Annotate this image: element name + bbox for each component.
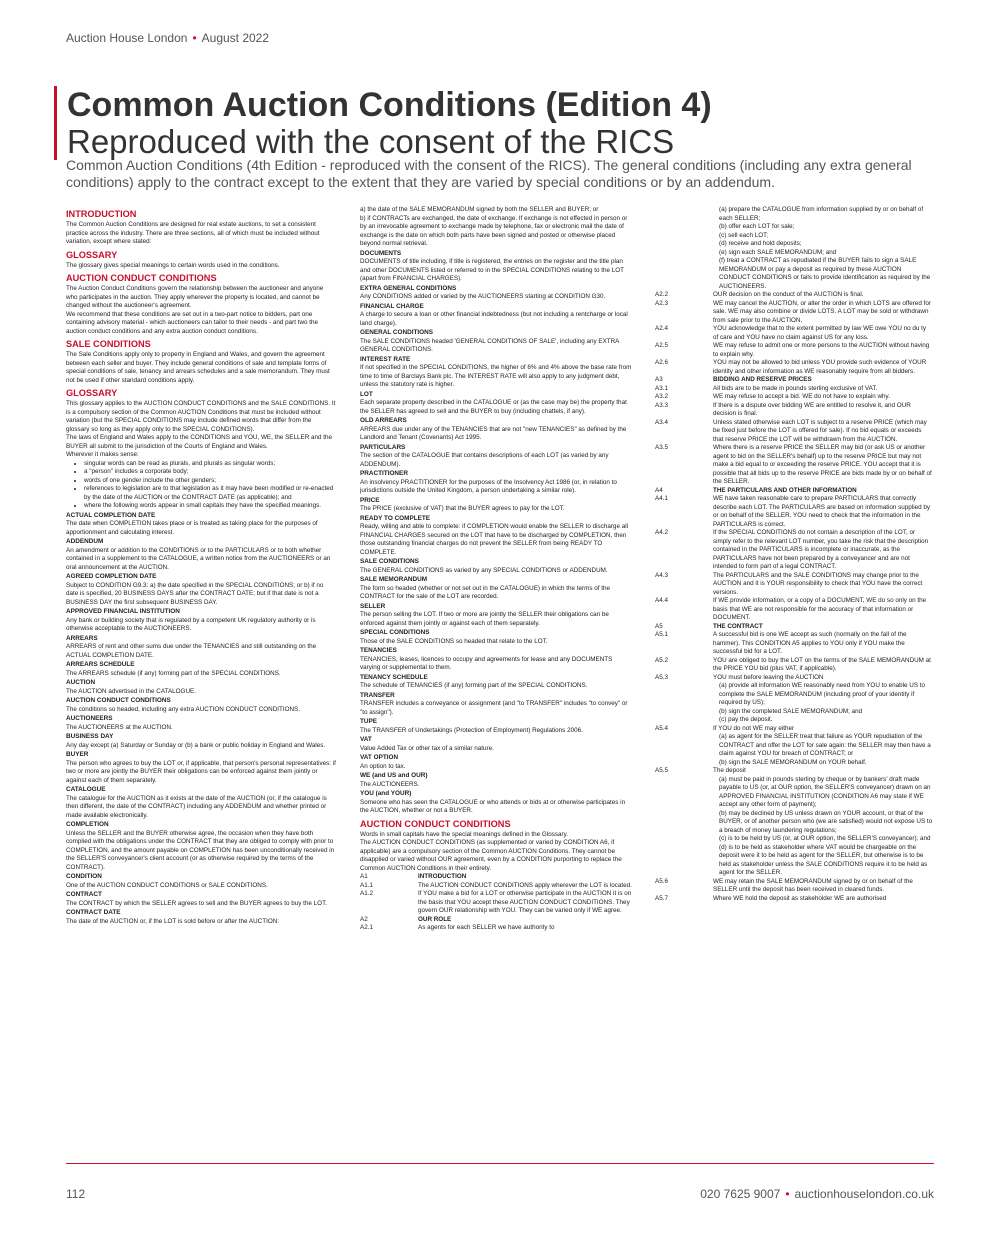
definition-text: DOCUMENTS of title including, if title is registered, the entries on the register and the title plan and other DOCUMENTS listed or referred to in the SPECIAL CONDITIONS relating to the LOT (apart from FINANCIAL CHARGES). [360,258,624,282]
clause-text: (a) provide all information WE reasonably need from YOU to enable US to complete the SALE MEMORANDUM (including proof of your identity if required by US); [719,682,926,706]
clause-number [655,759,713,768]
page-number: 112 [66,1187,86,1201]
definition-term: OLD ARREARS [360,417,407,424]
definition-term: COMPLETION [66,821,109,828]
website-link[interactable]: auctionhouselondon.co.uk [794,1187,934,1201]
list-item: • where the following words appear in small capitals they have the specified meanings. [84,502,336,511]
clause-number [655,206,713,223]
clause-number [655,240,713,249]
clause-row [655,249,933,258]
clause-text: The AUCTION CONDUCT CONDITIONS apply wherever the LOT is located. [418,881,632,889]
definition-text: ARREARS due under any of the TENANCIES that are not "new TENANCIES" as defined by the Landlord and Tenant (Covenants) Act 1995. [360,425,627,441]
definition-text: An insolvency PRACTITIONER for the purposes of the Insolvency Act 1986 (or, in relation to jurisdictions outside the United Kingdom, a person undertaking a similar role). [360,478,617,494]
clause-text: (c) sell each LOT; [719,231,768,239]
clause-text: (b) sign the completed SALE MEMORANDUM; and [719,707,863,715]
clause-number: A5 [655,622,663,630]
definition-term: TENANCIES [360,647,397,654]
clause-text: WE may refuse to accept a bid. WE do not have to explain why. [713,393,890,400]
clause-number: A5.1 [655,631,668,638]
clause-row [655,223,933,232]
clause-row [655,835,933,844]
definition-term: APPROVED FINANCIAL INSTITUTION [66,608,180,615]
clause-number: A2.6 [655,359,668,366]
paragraph: The AUCTION CONDUCT CONDITIONS (as supplemented or varied by CONDITION A6, if applicable) are a compulsory section of the Common AUCTION Conditions. They cannot be disapplied or varied without OUR agreement, even by a CONDITION purporting to replace the Common AUCTION Conditions in their entirety. [360,839,622,872]
clause-row [360,882,634,891]
clause-row [655,291,933,300]
clause-row [655,385,933,394]
clause-number [655,232,713,241]
clause-text: The deposit [713,767,746,774]
clause-row [655,495,933,529]
paragraph: This glossary applies to the AUCTION CONDUCT CONDITIONS and the SALE CONDITIONS. It is a compulsory section of the Common AUCTION Conditions that must be included without variation (but the SPECIAL CONDITIONS may include defined words that differ from the glossary so long as they apply only to the SPECIAL CONDITIONS). [66,400,336,433]
page-title: Common Auction Conditions (Edition 4) [67,86,712,124]
clause-text: All bids are to be made in pounds sterling exclusive of VAT. [713,384,878,392]
clause-text: THE CONTRACT [713,622,763,630]
clause-text: OUR ROLE [418,915,452,923]
list-item: • words of one gender include the other genders; [84,477,336,486]
definition-text: The CONTRACT by which the SELLER agrees to sell and the BUYER agrees to buy the LOT. [66,899,327,907]
clause-row [655,674,933,683]
clause-text: If the SPECIAL CONDITIONS do not contain a description of the LOT, or simply refer to the relevant LOT number, you take the risk that the description contained in the PARTICULARS is incomplete or inaccurate, as the PARTICULARS have not been prepared by a conveyancer and are not intended to form part of a legal CONTRACT. [713,529,929,570]
clause-text: WE may retain the SALE MEMORANDUM signed by or on behalf of the SELLER until the deposit has been received in cleared funds. [713,877,913,893]
definition-text: Ready, willing and able to complete: if COMPLETION would enable the SELLER to discharge all FINANCIAL CHARGES secured on the LOT that have to be discharged by COMPLETION, then those outstanding financial charges do not prevent the SELLER from being READY TO COMPLETE. [360,523,628,556]
section-heading: AUCTION CONDUCT CONDITIONS [66,273,217,283]
clause-number: A5.5 [655,767,668,774]
definition-term: YOU (and YOUR) [360,790,412,797]
clause-number [655,716,713,725]
clause-number: A4.2 [655,529,668,536]
clause-number [655,776,713,810]
definition-term: CONTRACT DATE [66,909,121,916]
definition-text: The date when COMPLETION takes place or is treated as taking place for the purposes of apportionment and calculating interest. [66,520,318,536]
clause-text: A successful bid is one WE accept as such (normally on the fall of the hammer). This CONDITION A5 applies to YOU only if YOU make the successful bid for a LOT. [713,631,907,655]
definition-term: ACTUAL COMPLETION DATE [66,511,156,519]
clause-row [655,325,933,342]
clause-text: (f) treat a CONTRACT as repudiated if the BUYER fails to sign a SALE MEMORANDUM or pay a deposit as required by these AUCTION CONDUCT CONDITIONS or fails to provide identification as required by the AUCTIONEERS. [719,257,931,290]
definition-term: SALE MEMORANDUM [360,576,428,583]
clause-number [655,682,713,708]
definition-text: The section of the CATALOGUE that contains descriptions of each LOT (as varied by any ADDENDUM). [360,452,609,468]
definition-text: The form so headed (whether or not set out in the CATALOGUE) in which the terms of the CONTRACT for the sale of the LOT are recorded. [360,584,611,600]
footer-contact [700,1187,934,1201]
clause-row [655,631,933,657]
definition-text: The SALE CONDITIONS headed 'GENERAL CONDITIONS OF SALE', including any EXTRA GENERAL CONDITIONS. [360,337,620,353]
clause-row [655,529,933,572]
clause-number: A4 [655,486,663,494]
definition-term: CONTRACT [66,891,102,898]
clause-text: The PARTICULARS and the SALE CONDITIONS may change prior to the AUCTION and it is YOUR responsibility to check that YOU have the correct versions. [713,571,923,596]
clause-row [655,487,933,496]
publisher-name: Auction House London [66,31,188,45]
clause-number: A5.7 [655,894,668,902]
clause-row [655,759,933,768]
clause-text: Unless stated otherwise each LOT is subject to a reserve PRICE (which may be fixed just before the LOT is offered for sale). If no bid equals or exceeds that reserve PRICE the LOT will be withdrawn from the AUCTION. [713,418,927,443]
definition-term: AUCTION [66,679,96,686]
definitions-list [66,512,336,927]
definition-text: The GENERAL CONDITIONS as varied by any SPECIAL CONDITIONS or ADDENDUM. [360,566,608,574]
definition-text: If not specified in the SPECIAL CONDITIONS, the higher of 6% and 4% above the base rate from time to time of Barclays Bank plc. The INTEREST RATE will also apply to any judgment debt, unless the statutory rate is higher. [360,364,632,388]
definition-term: TRANSFER [360,691,395,699]
paragraph: Words in small capitals have the special meanings defined in the Glossary. [360,830,569,838]
page-subtitle: Reproduced with the consent of the RICS [67,123,675,160]
definition-text: Any CONDITIONS added or varied by the AUCTIONEERS starting at CONDITION G30. [360,293,606,300]
definition-text: Each separate property described in the CATALOGUE or (as the case may be) the property that the SELLER has agreed to sell and the BUYER to buy (including chattels, if any). [360,399,627,415]
phone-number: 020 7625 9007 [700,1187,781,1201]
clause-list [655,206,933,903]
definition-term: AUCTIONEERS [66,715,113,722]
column-2 [360,206,634,1154]
definition-term: GENERAL CONDITIONS [360,329,434,336]
clause-number [655,810,713,836]
clause-number: A2 [360,915,368,923]
definition-text: The person selling the LOT. If two or more are jointly the SELLER their obligations can be enforced against them jointly or against each of them separately. [360,611,609,627]
clause-number: A5.4 [655,724,668,732]
clause-number: A5.3 [655,673,668,681]
clause-row [655,776,933,810]
clause-row [655,376,933,385]
clause-text: YOU may not be allowed to bid unless YOU provide such evidence of YOUR identity and other information as WE reasonably require from all bidders. [713,359,927,375]
definition-term: ARREARS SCHEDULE [66,661,135,668]
clause-text: (d) is to be held as stakeholder where VAT would be chargeable on the deposit were it to be held as agent for the SELLER, but otherwise is to be held as stakeholder unless the SALE CONDITIONS require it to be held as agent for the SELLER. [719,843,928,876]
clause-row [655,767,933,776]
clause-number: A2.4 [655,325,668,332]
clause-row [655,393,933,402]
definition-text: The AUCTIONEERS at the AUCTION. [66,723,173,731]
definition-text: One of the AUCTION CONDUCT CONDITIONS or SALE CONDITIONS. [66,881,268,889]
clause-number: A3.2 [655,393,668,400]
clause-number: A1 [360,873,368,880]
clause-number [655,733,713,759]
column-1 [66,206,336,1154]
section-heading: SALE CONDITIONS [66,339,151,349]
definition-text: Those of the SALE CONDITIONS so headed that relate to the LOT. [360,637,548,645]
clause-row [655,657,933,674]
clause-row [655,402,933,419]
definition-text: A charge to secure a loan or other financial indebtedness (but not including a rentcharge or local land charge). [360,311,628,327]
paragraph: The Sale Conditions apply only to property in England and Wales, and govern the agreement between each seller and buyer. They include general conditions of sale and template forms of special conditions of sale, tenancy and arrears schedules and a sale memorandum. They must not be used if other standard conditions apply. [66,351,330,384]
definition-text: The ARREARS schedule (if any) forming part of the SPECIAL CONDITIONS. [66,669,281,677]
clause-text: (b) sign the SALE MEMORANDUM on YOUR behalf. [719,758,867,766]
clause-row [360,924,634,933]
clause-row [655,206,933,223]
definition-text: The TRANSFER of Undertakings (Protection of Employment) Regulations 2006. [360,726,583,734]
clause-row [655,359,933,376]
clause-text: If YOU do not WE may either [713,724,795,732]
clause-text: Where there is a reserve PRICE the SELLER may bid (or ask US or another agent to bid on the SELLER's behalf) up to the reserve PRICE but may not make a bid equal to or exceeding the reserve PRICE. YOU accept that it is possible that all bids up to the reserve PRICE are bids made by or on behalf of the SELLER. [713,444,932,485]
clause-number: A3.5 [655,444,668,451]
clause-row [655,300,933,326]
clause-row [655,895,933,904]
clause-number: A4.4 [655,597,668,604]
clause-row [655,733,933,759]
clause-text: OUR decision on the conduct of the AUCTION is final. [713,291,864,298]
clause-row [655,444,933,487]
clause-number [655,257,713,291]
clause-text: YOU acknowledge that to the extent permitted by law WE owe YOU no du ty of care and YOU have no claim against US for any loss. [713,325,927,341]
clause-row [655,716,933,725]
definition-term: AGREED COMPLETION DATE [66,573,157,580]
clause-list [360,873,634,933]
definition-term: TUPE [360,718,378,725]
definition-term: READY TO COMPLETE [360,514,431,522]
clause-text: BIDDING AND RESERVE PRICES [713,376,812,383]
definition-text: The conditions so headed, including any extra AUCTION CONDUCT CONDITIONS. [66,705,301,713]
definition-term: ADDENDUM [66,538,104,545]
definition-term: AUCTION CONDUCT CONDITIONS [66,697,171,704]
section-heading: INTRODUCTION [66,209,137,219]
clause-text: If WE provide information, or a copy of a DOCUMENT, WE do so only on the basis that WE are not responsible for the accuracy of that information or DOCUMENT. [713,597,927,621]
definition-text: Value Added Tax or other tax of a similar nature. [360,744,494,752]
clause-row [655,572,933,598]
definition-text: Any bank or building society that is regulated by a competent UK regulatory authority or is otherwise acceptable to the AUCTIONEERS. [66,616,316,632]
definition-text: An option to tax. [360,762,406,770]
definition-term: VAT [360,736,372,743]
paragraph: The Common Auction Conditions are designed for real estate auctions, to set a consistent practice across the industry. There are three sections, all of which must be included without variation, except where stated: [66,221,320,245]
clause-number: A4.3 [655,571,668,579]
definition-term: SPECIAL CONDITIONS [360,629,430,636]
clause-number: A5.2 [655,656,668,664]
separator-dot: • [785,1187,790,1201]
clause-row [655,342,933,359]
clause-number: A2.2 [655,291,668,298]
definition-term: LOT [360,390,373,398]
clause-number [655,844,713,878]
clause-text: (b) offer each LOT for sale; [719,223,795,230]
definitions-list [360,250,634,816]
clause-row [360,890,634,916]
clause-text: WE have taken reasonable care to prepare PARTICULARS that correctly describe each LOT. The PARTICULARS are based on information supplied by or on behalf of the SELLER. YOU need to check that the information in the PARTICULARS is correct. [713,495,931,528]
header-date: August 2022 [201,31,270,45]
clause-text: YOU must before leaving the AUCTION [713,673,824,681]
definition-text: ARREARS of rent and other sums due under the TENANCIES and still outstanding on the ACTUAL COMPLETION DATE. [66,643,317,659]
section-heading: GLOSSARY [66,249,118,260]
clause-number: A3.1 [655,384,668,392]
clause-row [655,878,933,895]
clause-number [655,708,713,717]
definition-text: TRANSFER includes a conveyance or assignment (and "to TRANSFER" includes "to convey" or "to assign"). [360,700,628,716]
definition-term: PRACTITIONER [360,470,408,477]
definition-text: An amendment or addition to the CONDITIONS or to the PARTICULARS or to both whether contained in a supplement to the CATALOGUE, a written notice from the AUCTIONEERS or an oral announcement at the AUCTION. [66,546,331,571]
clause-row [360,916,634,925]
definition-term: PARTICULARS [360,443,406,451]
definition-term: INTEREST RATE [360,355,411,363]
clause-number: A3 [655,376,663,383]
definition-term: SELLER [360,602,386,610]
definition-term: EXTRA GENERAL CONDITIONS [360,284,457,292]
clause-row [655,810,933,836]
clause-text: (a) prepare the CATALOGUE from information supplied by or on behalf of each SELLER; [719,206,924,222]
clause-number: A2.5 [655,342,668,349]
clause-text: WE may refuse to admit one or more persons to the AUCTION without having to explain why. [713,342,930,358]
clause-row [655,844,933,878]
paragraph: Wherever it makes sense: [66,451,139,458]
definition-text: Subject to CONDITION G9.3: a) the date specified in the SPECIAL CONDITIONS; or b) if no date is specified, 20 BUSINESS DAYS after the CONTRACT DATE; but if that date is not a BUSINESS DAY the first subsequent BUSINESS DAY. [66,581,324,606]
clause-number: A3.4 [655,418,668,426]
clause-row [655,419,933,445]
separator-dot: • [192,31,197,45]
section-heading: AUCTION CONDUCT CONDITIONS [360,818,511,829]
definition-term: ARREARS [66,634,98,642]
clause-number [655,223,713,232]
definition-text: The AUCTION advertised in the CATALOGUE. [66,687,196,695]
clause-number: A2.1 [360,924,373,931]
clause-row [655,682,933,708]
title-block [54,86,937,160]
clause-row [655,240,933,249]
bullet-list [66,460,336,511]
clause-text: WE may cancel the AUCTION, or alter the order in which LOTS are offered for sale. WE may also combine or divide LOTS. A LOT may be sold or withdrawn from sale prior to the AUCTION. [713,299,931,324]
definition-text: TENANCIES, leases, licences to occupy and agreements for lease and any DOCUMENTS varying or supplemental to them. [360,655,613,671]
list-item: • singular words can be read as plurals, and plurals as singular words; [84,460,336,469]
clause-row [655,623,933,632]
clause-number: A3.3 [655,401,668,409]
definition-term: PRICE [360,496,380,504]
definition-term: DOCUMENTS [360,249,402,257]
clause-row [360,873,634,882]
footer-divider [66,1163,934,1164]
definition-term: SALE CONDITIONS [360,558,419,565]
definition-term: CONDITION [66,873,102,880]
clause-text: THE PARTICULARS AND OTHER INFORMATION [713,486,857,494]
running-header [66,31,269,45]
clause-text: Where WE hold the deposit as stakeholder WE are authorised [713,894,887,902]
clause-row [655,708,933,717]
definition-text: The date of the AUCTION or, if the LOT is sold before or after the AUCTION: [66,917,280,925]
clause-number: A1.1 [360,881,373,889]
definition-term: FINANCIAL CHARGE [360,302,424,310]
clause-text: (a) as agent for the SELLER treat that failure as YOUR repudiation of the CONTRACT and offer the LOT for sale again: the SELLER may then have a claim against YOU for breach of CONTRACT; or [719,733,931,757]
definition-term: WE (and US and OUR) [360,772,428,779]
paragraph: The glossary gives special meanings to certain words used in the conditions. [66,261,280,269]
clause-text: (e) sign each SALE MEMORANDUM; and [719,248,837,256]
paragraph: b) if CONTRACTs are exchanged, the date of exchange. If exchange is not effected in person or by an irrevocable agreement to exchange made by telephone, fax or electronic mail the date of exchange is the date on which both parts have been signed and posted or otherwise placed beyond normal retrieval. [360,214,628,247]
clause-text: (c) is to be held by US (or, at OUR option, the SELLER'S conveyancer); and [719,835,931,842]
paragraph: The laws of England and Wales apply to the CONDITIONS and YOU, WE, the SELLER and the BUYER all submit to the jurisdiction of the Courts of England and Wales. [66,434,333,450]
clause-number: A1.2 [360,890,373,897]
clause-text: YOU are obliged to buy the LOT on the terms of the SALE MEMORANDUM at the PRICE YOU bid (plus VAT, if applicable). [713,656,931,672]
clause-text: (c) pay the deposit. [719,716,773,723]
clause-text: (b) may be declined by US unless drawn on YOUR account, or that of the BUYER, or of another person who (we are satisfied) would not expose US to a breach of money laundering regulations; [719,809,933,834]
clause-number: A2.3 [655,299,668,307]
definition-term: BUSINESS DAY [66,733,114,740]
paragraph: The Auction Conduct Conditions govern the relationship between the auctioneer and anyone who participates in the auction. They apply wherever the property is located, and cannot be changed without the auctioneer's agreement. [66,285,324,309]
clause-number [655,249,713,258]
definition-text: The PRICE (exclusive of VAT) that the BUYER agrees to pay for the LOT. [360,505,565,512]
definition-term: TENANCY SCHEDULE [360,673,428,681]
definition-text: The person who agrees to buy the LOT or, if applicable, that person's personal representatives: if two or more are jointly the BUYER their obligations can be enforced against them jointly or against each of them separately. [66,759,336,784]
definition-term: CATALOGUE [66,786,106,793]
clause-number: A5.6 [655,877,668,885]
definition-text: Someone who has seen the CATALOGUE or who attends or bids at or otherwise participates in the AUCTION, whether or not a BUYER. [360,798,626,814]
definition-term: VAT OPTION [360,754,399,761]
definition-text: The AUCTIONEERS. [360,780,420,788]
list-item: • references to legislation are to that legislation as it may have been modified or re-enacted by the date of the AUCTION or the CONTRACT DATE (as applicable); and [84,485,336,502]
clause-text: If YOU make a bid for a LOT or otherwise participate in the AUCTION it is on the basis that YOU accept these AUCTION CONDUCT CONDITIONS. They govern OUR relationship with YOU. They can be varied only if WE agree. [418,890,632,914]
definition-text: The schedule of TENANCIES (if any) forming part of the SPECIAL CONDITIONS. [360,682,588,689]
definition-text: Unless the SELLER and the BUYER otherwise agree, the occasion when they have both complied with the obligations under the CONTRACT that they are obliged to comply with prior to COMPLETION, and the amount payable on COMPLETION has been unconditionally received in the SELLER'S conveyancer's client account (or as otherwise required by the terms of the CONTRACT). [66,829,335,871]
clause-row [655,257,933,291]
definition-text: Any day except (a) Saturday or Sunday or (b) a bank or public holiday in England and Wales. [66,741,326,749]
lead-paragraph: Common Auction Conditions (4th Edition - reproduced with the consent of the RICS). The general conditions (including any extra general conditions) apply to the contract except to the extent that they are varied by special conditions or by an addendum. [66,157,912,190]
clause-text: If there is a dispute over bidding WE are entitled to resolve it, and OUR decision is final. [713,401,911,417]
clause-row [655,232,933,241]
definition-term: BUYER [66,751,89,758]
clause-row [655,597,933,623]
paragraph: a) the date of the SALE MEMORANDUM signed by both the SELLER and BUYER; or [360,206,599,213]
column-3 [655,206,933,1154]
clause-number [655,835,713,844]
clause-text: (a) must be paid in pounds sterling by cheque or by bankers' draft made payable to US (or, at OUR option, the SELLER'S conveyancer) drawn on an APPROVED FINANCIAL INSTITUTION (CONDITION A6 may state if WE accept any other form of payment); [719,775,931,808]
clause-row [655,725,933,734]
clause-text: As agents for each SELLER we have authority to [418,924,555,931]
clause-text: (d) receive and hold deposits; [719,240,802,247]
list-item: • a "person" includes a corporate body; [84,468,336,477]
paragraph: We recommend that these conditions are set out in a two-part notice to bidders, part one containing advisory material - which auctioneers can tailor to their needs - and part two the auction conduct conditions and any extra auction conduct conditions. [66,310,319,335]
section-heading: GLOSSARY [66,388,118,398]
definition-text: The catalogue for the AUCTION as it exists at the date of the AUCTION (or, if the catalogue is then different, the date of the CONTRACT) including any ADDENDUM and whether printed or made available electronically. [66,794,327,819]
clause-number: A4.1 [655,495,668,502]
clause-text: INTRODUCTION [418,873,467,880]
